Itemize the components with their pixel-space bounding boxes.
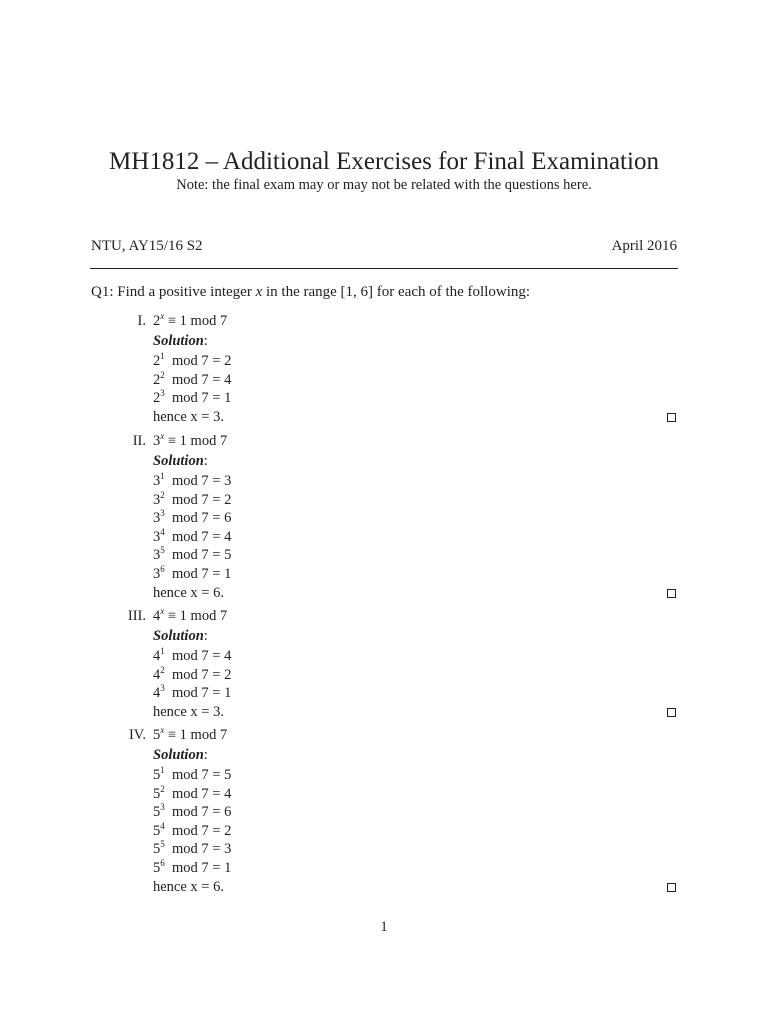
solution-heading — [153, 627, 208, 646]
qed-box-icon — [667, 708, 676, 717]
step-result: mod 7 = 4 — [172, 371, 232, 388]
solution-step — [153, 528, 231, 547]
solution-step — [153, 546, 231, 565]
step-exponent: 2 — [160, 489, 165, 500]
solution-step — [153, 647, 231, 666]
step-result: mod 7 = 2 — [172, 822, 232, 839]
solution-step — [153, 491, 231, 510]
step-result: mod 7 = 5 — [172, 767, 232, 783]
exam-note: Note: the final exam may or may not be related with the questions here. — [176, 177, 592, 193]
step-exponent: 4 — [160, 526, 165, 537]
solution-heading — [153, 746, 208, 765]
equation-base: 2 — [153, 313, 161, 329]
solution-conclusion: hence x = 3. — [153, 703, 224, 720]
step-base: 3 — [153, 566, 161, 582]
part-equation — [153, 312, 227, 331]
step-result: mod 7 = 1 — [172, 390, 232, 407]
equation-exponent: x — [160, 431, 165, 441]
step-exponent: 2 — [160, 369, 165, 380]
step-exponent: 3 — [160, 683, 165, 694]
solution-colon: : — [203, 628, 208, 644]
step-base: 5 — [153, 860, 161, 876]
step-base: 2 — [153, 353, 161, 369]
step-result: mod 7 = 1 — [172, 566, 232, 582]
step-base: 4 — [153, 666, 161, 683]
step-base: 5 — [153, 785, 161, 802]
step-exponent: 3 — [160, 802, 165, 813]
step-exponent: 1 — [160, 351, 165, 361]
step-exponent: 3 — [160, 508, 165, 519]
solution-step — [153, 822, 231, 841]
solution-label: Solution — [153, 628, 204, 644]
step-result: mod 7 = 4 — [172, 648, 232, 664]
equation-rest: ≡ 1 mod 7 — [167, 313, 228, 329]
solution-label: Solution — [153, 453, 204, 469]
step-base: 3 — [153, 473, 161, 489]
equation-rest: ≡ 1 mod 7 — [167, 433, 228, 449]
solution-heading — [153, 452, 208, 471]
equation-exponent: x — [160, 725, 165, 735]
qed-box-icon — [667, 413, 676, 422]
equation-exponent: x — [160, 311, 165, 321]
solution-step — [153, 766, 231, 785]
step-exponent: 6 — [160, 858, 165, 868]
equation-base: 3 — [153, 433, 161, 449]
part-equation — [153, 726, 227, 745]
qed-box-icon — [667, 883, 676, 892]
step-exponent: 5 — [160, 545, 165, 556]
question-statement — [91, 282, 530, 302]
solution-step — [153, 859, 231, 878]
step-exponent: 1 — [160, 646, 165, 656]
part-equation — [153, 607, 227, 626]
solution-step — [153, 785, 231, 804]
step-exponent: 1 — [160, 765, 165, 775]
solution-step — [153, 684, 231, 703]
equation-base: 5 — [153, 727, 161, 743]
solution-step — [153, 352, 231, 371]
step-base: 4 — [153, 685, 161, 702]
solution-colon: : — [203, 333, 208, 349]
part-numeral: I. — [137, 313, 146, 329]
step-result: mod 7 = 5 — [172, 547, 232, 564]
step-exponent: 1 — [160, 471, 165, 481]
solution-label: Solution — [153, 747, 204, 763]
page-title: MH1812 – Additional Exercises for Final Examination — [109, 148, 659, 175]
equation-rest: ≡ 1 mod 7 — [167, 727, 228, 743]
solution-step — [153, 666, 231, 685]
step-exponent: 2 — [160, 664, 165, 675]
part-numeral: III. — [127, 608, 146, 624]
solution-step — [153, 803, 231, 822]
equation-exponent: x — [160, 606, 165, 616]
part-numeral: IV. — [128, 727, 146, 743]
solution-step — [153, 389, 231, 408]
question-variable: x — [255, 284, 263, 300]
step-base: 3 — [153, 528, 161, 545]
step-base: 3 — [153, 510, 161, 527]
part-equation — [153, 432, 227, 451]
step-base: 5 — [153, 841, 161, 858]
institution-label: NTU, AY15/16 S2 — [91, 238, 203, 254]
question-text-after: in the range [1, 6] for each of the following: — [265, 284, 531, 300]
step-result: mod 7 = 6 — [172, 804, 232, 821]
step-exponent: 4 — [160, 820, 165, 831]
solution-colon: : — [203, 453, 208, 469]
step-result: mod 7 = 1 — [172, 860, 232, 876]
solution-conclusion: hence x = 6. — [153, 878, 224, 895]
solution-conclusion: hence x = 3. — [153, 408, 224, 425]
equation-rest: ≡ 1 mod 7 — [167, 608, 228, 624]
step-exponent: 2 — [160, 783, 165, 794]
step-exponent: 5 — [160, 839, 165, 850]
qed-box-icon — [667, 589, 676, 598]
solution-step — [153, 371, 231, 390]
solution-step — [153, 509, 231, 528]
solution-heading — [153, 332, 208, 351]
step-result: mod 7 = 4 — [172, 528, 232, 545]
step-result: mod 7 = 6 — [172, 510, 232, 527]
solution-conclusion: hence x = 6. — [153, 584, 224, 601]
step-result: mod 7 = 2 — [172, 491, 232, 508]
step-base: 4 — [153, 648, 161, 664]
part-numeral: II. — [132, 433, 146, 449]
solution-step — [153, 840, 231, 859]
step-result: mod 7 = 2 — [172, 353, 232, 369]
step-base: 5 — [153, 804, 161, 821]
step-base: 5 — [153, 767, 161, 783]
header-divider — [90, 268, 678, 269]
question-label: Q1: — [91, 284, 114, 300]
question-text-before: Find a positive integer — [117, 284, 252, 300]
step-base: 2 — [153, 390, 161, 407]
step-base: 3 — [153, 547, 161, 564]
step-result: mod 7 = 2 — [172, 666, 232, 683]
step-result: mod 7 = 1 — [172, 685, 232, 702]
step-result: mod 7 = 4 — [172, 785, 232, 802]
step-result: mod 7 = 3 — [172, 841, 232, 858]
solution-step — [153, 472, 231, 491]
step-result: mod 7 = 3 — [172, 473, 232, 489]
step-exponent: 3 — [160, 388, 165, 399]
solution-label: Solution — [153, 333, 204, 349]
date-label: April 2016 — [611, 238, 677, 254]
step-exponent: 6 — [160, 564, 165, 574]
solution-step — [153, 565, 231, 584]
step-base: 3 — [153, 491, 161, 508]
equation-base: 4 — [153, 608, 161, 624]
step-base: 2 — [153, 371, 161, 388]
solution-colon: : — [203, 747, 208, 763]
step-base: 5 — [153, 822, 161, 839]
page-number: 1 — [380, 919, 388, 935]
